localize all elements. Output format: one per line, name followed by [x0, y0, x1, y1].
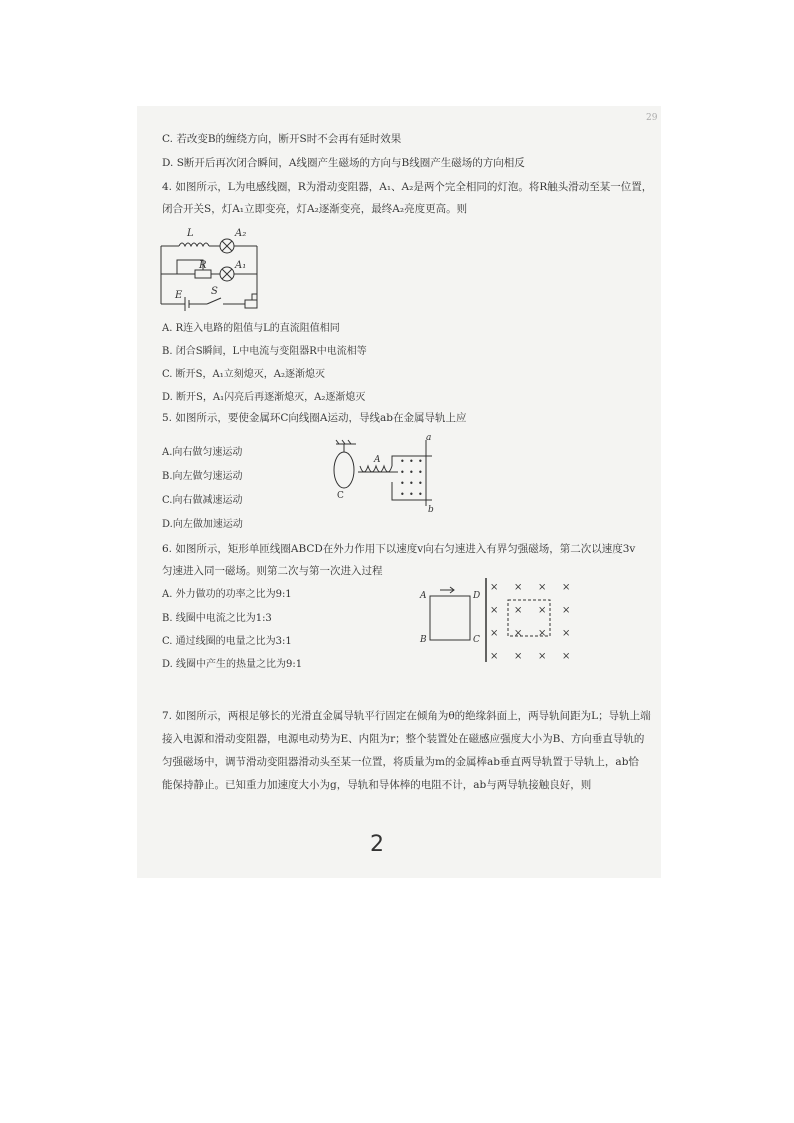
field-cross: ×	[562, 582, 571, 593]
q4-option-c: C. 断开S，A₁立刻熄灭，A₂逐渐熄灭	[162, 369, 325, 380]
field-cross: ×	[490, 582, 499, 593]
field-dot: •	[400, 468, 405, 477]
q7-stem-line3: 匀强磁场中，调节滑动变阻器滑动头至某一位置，将质量为m的金属棒ab垂直两导轨置于导轨上，ab恰	[162, 756, 639, 768]
q6-stem-line2: 匀速进入同一磁场。则第二次与第一次进入过程	[162, 565, 383, 577]
field-dot: •	[400, 490, 405, 499]
corner-mark: 29	[646, 113, 658, 123]
label-A2: A₂	[235, 228, 247, 239]
label-E: E	[175, 290, 183, 301]
field-dot: •	[409, 457, 414, 466]
label-A: A	[374, 455, 381, 465]
label-A1: A₁	[235, 260, 247, 271]
field-cross: ×	[538, 605, 547, 616]
label-L: L	[187, 228, 194, 239]
field-dot: •	[418, 468, 423, 477]
q6-option-a: A. 外力做功的功率之比为9:1	[162, 589, 292, 600]
field-cross: ×	[514, 582, 523, 593]
label-C: C	[337, 491, 344, 501]
q7-stem-line2: 接入电源和滑动变阻器，电源电动势为E、内阻为r；整个装置处在磁感应强度大小为B、方向垂直导轨的	[162, 733, 645, 745]
field-dot: •	[409, 490, 414, 499]
q6-option-b: B. 线圈中电流之比为1:3	[162, 613, 272, 624]
label-D: D	[473, 591, 481, 601]
field-cross: ×	[562, 605, 571, 616]
page-number: 2	[370, 832, 384, 857]
field-dot: •	[418, 490, 423, 499]
field-cross: ×	[514, 605, 523, 616]
field-dot: •	[400, 479, 405, 488]
q4-option-a: A. R连入电路的阻值与L的直流阻值相同	[162, 323, 340, 334]
label-A: A	[420, 591, 427, 601]
label-B: B	[420, 635, 427, 645]
field-cross: ×	[490, 605, 499, 616]
label-b: b	[428, 505, 434, 512]
q5-option-c: C.向右做减速运动	[162, 495, 243, 506]
field-cross: ×	[514, 628, 523, 639]
field-cross: ×	[562, 651, 571, 662]
q5-option-d: D.向左做加速运动	[162, 519, 243, 530]
q4-option-b: B. 闭合S瞬间，L中电流与变阻器R中电流相等	[162, 346, 367, 357]
label-C: C	[473, 635, 480, 645]
q6-diagram	[418, 574, 588, 666]
q4-circuit-diagram	[155, 222, 275, 312]
q7-stem-line4: 能保持静止。已知重力加速度大小为g，导轨和导体棒的电阻不计，ab与两导轨接触良好，则	[162, 779, 592, 791]
q5-diagram	[322, 432, 442, 512]
field-cross: ×	[562, 628, 571, 639]
q4-option-d: D. 断开S，A₁闪亮后再逐渐熄灭，A₂逐渐熄灭	[162, 392, 366, 403]
field-dot: •	[409, 479, 414, 488]
q5-option-b: B.向左做匀速运动	[162, 471, 243, 482]
q4-stem-line2: 闭合开关S，灯A₁立即变亮，灯A₂逐渐变亮，最终A₂亮度更高。则	[162, 203, 468, 215]
field-cross: ×	[490, 628, 499, 639]
field-cross: ×	[490, 651, 499, 662]
field-cross: ×	[514, 651, 523, 662]
q3-option-c: C. 若改变B的缠绕方向，断开S时不会再有延时效果	[162, 133, 402, 145]
label-S: S	[211, 286, 218, 297]
label-a: a	[426, 433, 432, 443]
q6-option-c: C. 通过线圈的电量之比为3:1	[162, 636, 292, 647]
q4-stem-line1: 4. 如图所示，L为电感线圈，R为滑动变阻器，A₁、A₂是两个完全相同的灯泡。将R触头滑动至某一位置，	[162, 181, 653, 193]
field-cross: ×	[538, 628, 547, 639]
label-R: R	[199, 260, 207, 271]
q7-stem-line1: 7. 如图所示，两根足够长的光滑直金属导轨平行固定在倾角为θ的绝缘斜面上，两导轨间距为L；导轨上端	[162, 710, 651, 722]
field-dot: •	[418, 479, 423, 488]
field-dot: •	[400, 457, 405, 466]
field-dot: •	[409, 468, 414, 477]
field-cross: ×	[538, 582, 547, 593]
field-cross: ×	[538, 651, 547, 662]
q6-option-d: D. 线圈中产生的热量之比为9:1	[162, 659, 303, 670]
q6-stem-line1: 6. 如图所示，矩形单匝线圈ABCD在外力作用下以速度v向右匀速进入有界匀强磁场，第二次以速度3v	[162, 543, 636, 555]
q5-stem: 5. 如图所示，要使金属环C向线圈A运动，导线ab在金属导轨上应	[162, 412, 467, 424]
field-dot: •	[418, 457, 423, 466]
q3-option-d: D. S断开后再次闭合瞬间，A线圈产生磁场的方向与B线圈产生磁场的方向相反	[162, 157, 525, 169]
q5-option-a: A.向右做匀速运动	[162, 447, 243, 458]
